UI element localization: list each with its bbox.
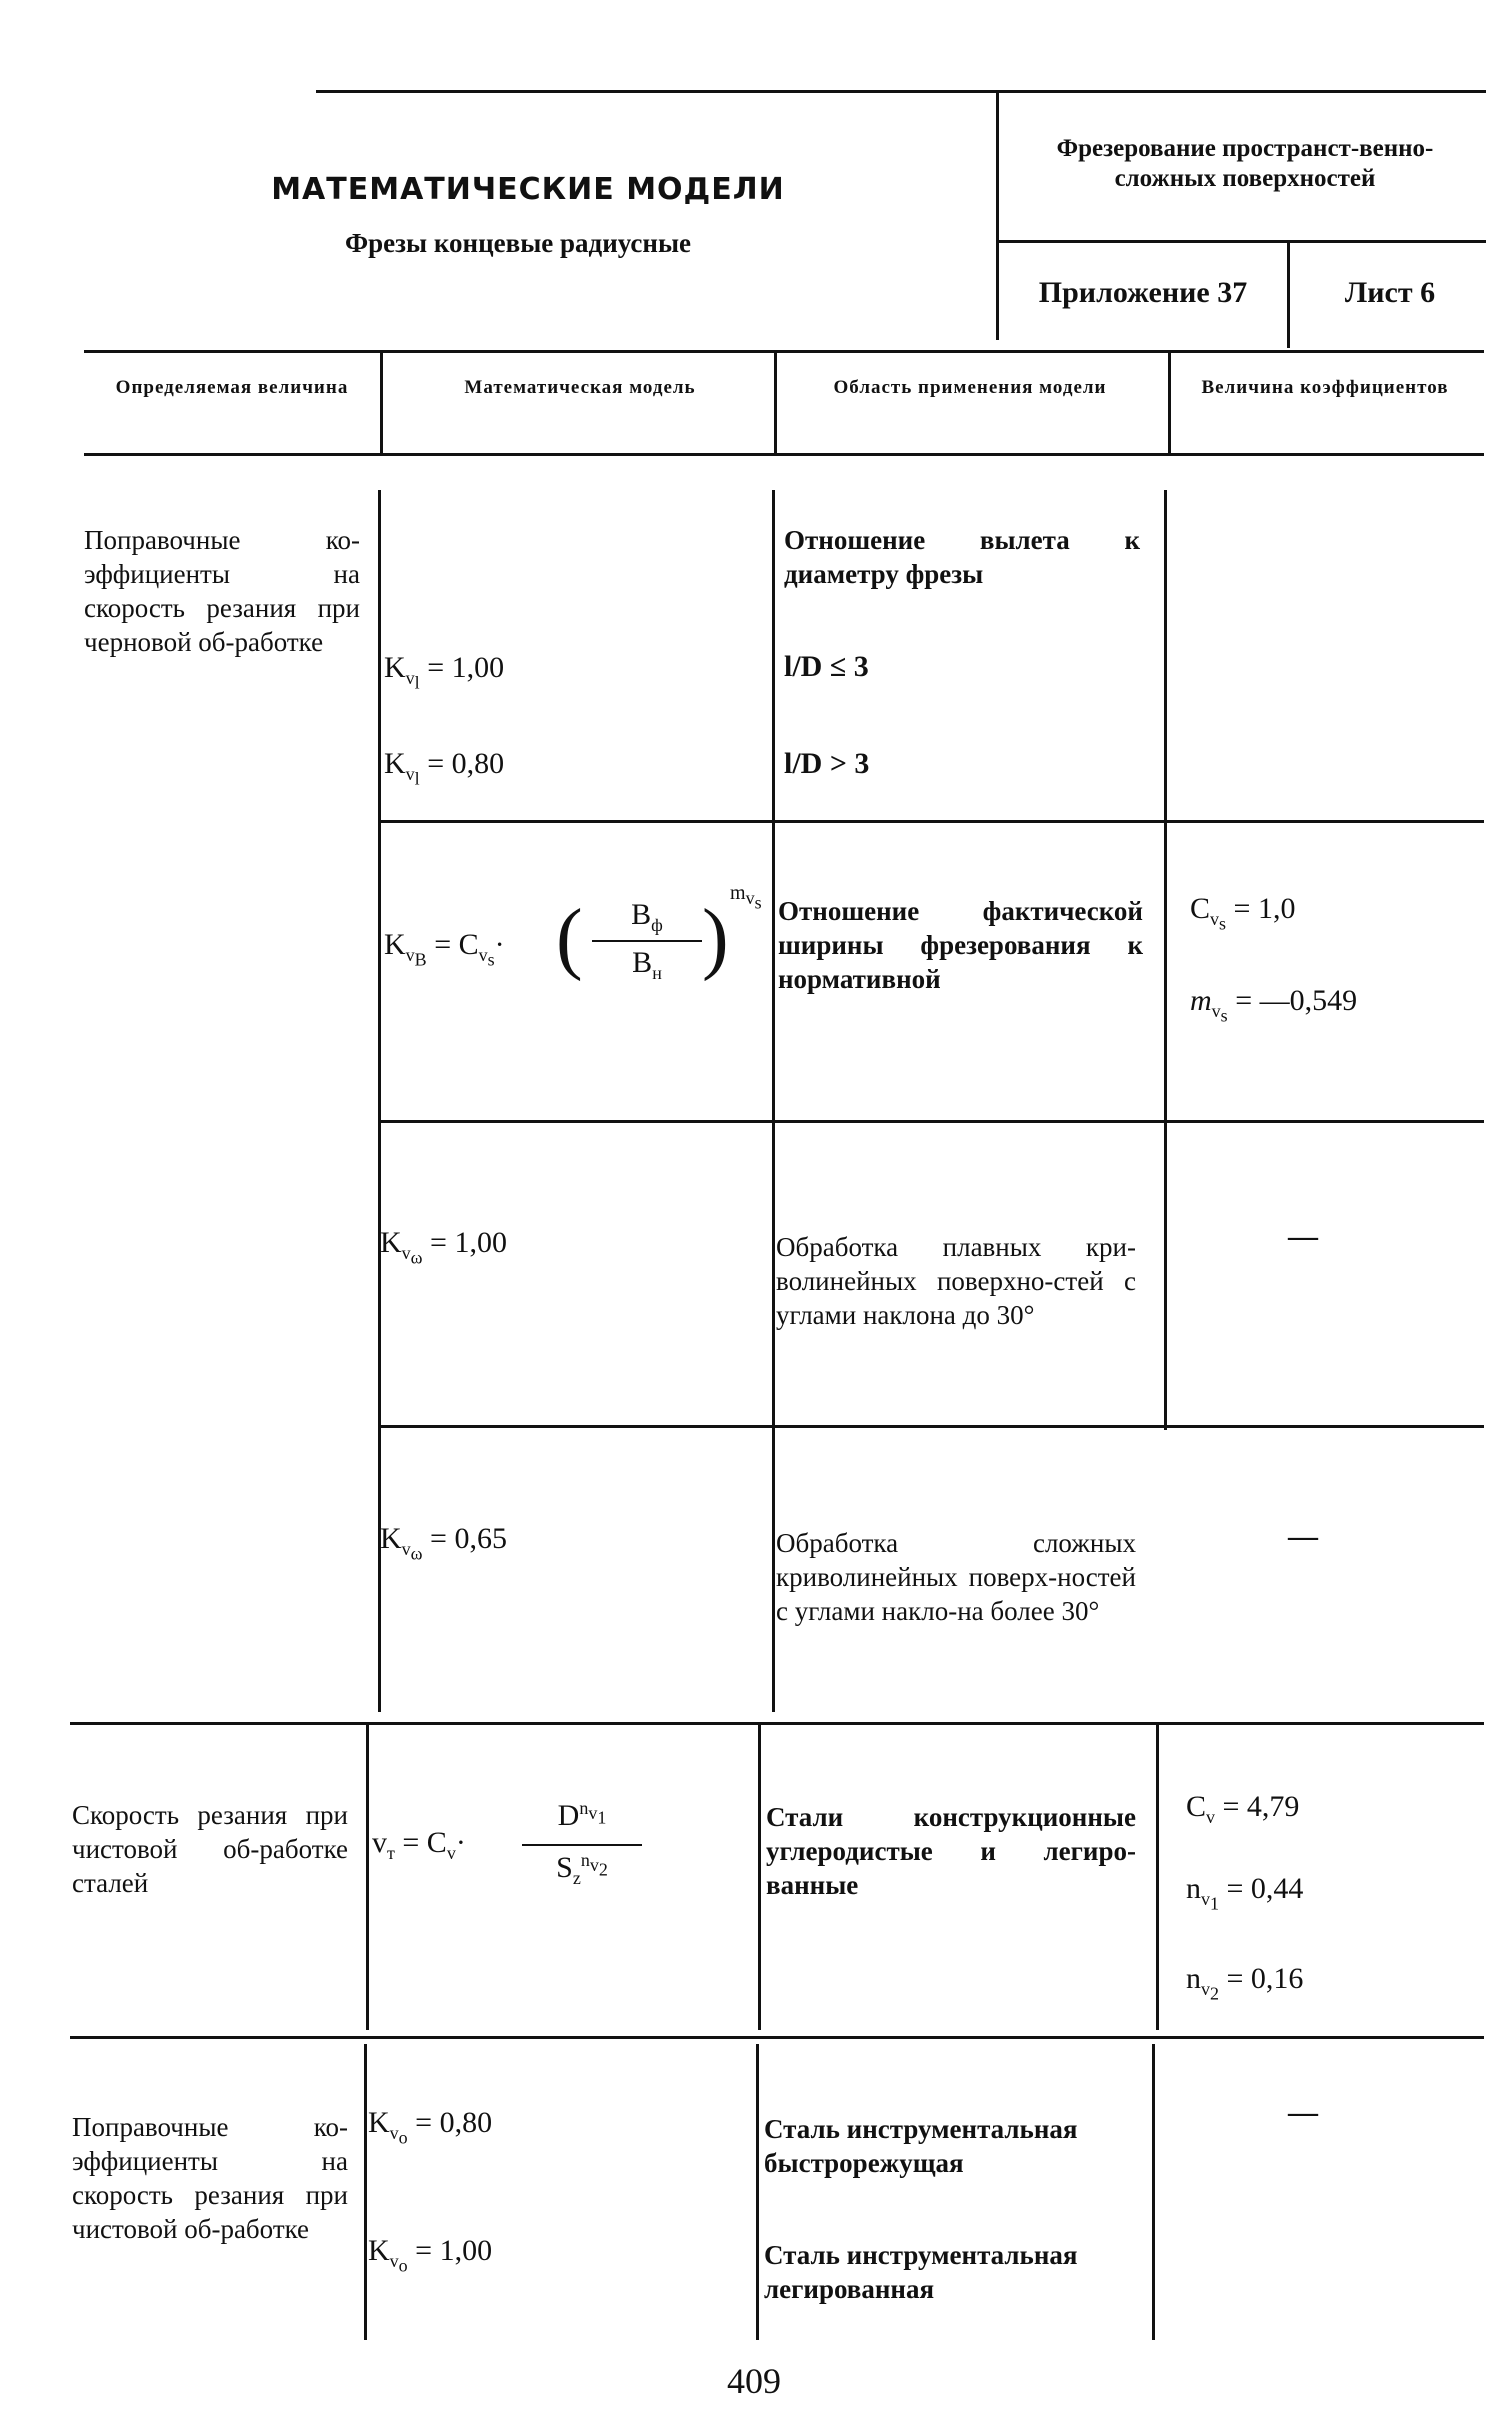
quantity-finish-correction: Поправочные ко-эффициенты на скорость резания при чистовой об-работке <box>72 2112 348 2244</box>
coef-mvs: $m_{v_s}$ = —0,549 <box>1190 984 1358 1026</box>
header-divider <box>996 92 999 340</box>
model-vt-formula: $v_т = C_v\cdot$ $D^{n_{v_1}}$ $S_z^{n_{v_2}}$ <box>372 1780 752 1900</box>
header-top-rule <box>316 90 1486 93</box>
coef-cvs: $C_{v_s} = 1,0$ <box>1190 892 1296 934</box>
row-rule-3 <box>378 1425 1484 1428</box>
appendix-label: Приложение 37 <box>1038 276 1248 309</box>
coef-cv: $C_v = 4,79$ <box>1186 1790 1300 1827</box>
column-head-area: Область применения модели <box>833 377 1107 398</box>
coef-nv1: $n_{v_1} = 0,44$ <box>1186 1872 1304 1914</box>
coef-dash-r3: — <box>1288 1220 1318 1253</box>
column-head-model: Математическая модель <box>464 377 696 398</box>
col3-divider-s2 <box>1156 1724 1159 2030</box>
col2-divider-head <box>774 352 777 455</box>
area-smooth-surfaces: Обработка плавных кри-волинейных поверхно-стей с углами наклона до 30° <box>776 1232 1136 1330</box>
quantity-rough-correction: Поправочные ко-эффициенты на скорость резания при черновой об-работке <box>84 525 360 657</box>
column-head-rule <box>84 453 1484 456</box>
model-kvw-065: $K_{v_\omega} = 0,65$ <box>380 1522 507 1564</box>
column-head-quantity: Определяемая величина <box>115 377 349 398</box>
col1-divider-s2 <box>366 1724 369 2030</box>
model-kvo-100: $K_{v_o} = 1,00$ <box>368 2234 493 2276</box>
section-title: Фрезерование пространст-венно-сложных поверхностей <box>1056 135 1434 192</box>
col3-divider-s1 <box>1164 490 1167 1430</box>
model-kvl-080: $K_{v_l} = 0,80$ <box>384 747 505 789</box>
area-overhang-ratio: Отношение вылета к диаметру фрезы <box>784 525 1140 589</box>
coef-dash-r6: — <box>1288 2096 1318 2129</box>
column-head-coefficients: Величина коэффициентов <box>1201 377 1449 398</box>
section-rule-2 <box>70 2036 1484 2039</box>
section-rule-1 <box>70 1722 1484 1725</box>
page-subtitle: Фрезы концевые радиусные <box>344 228 692 258</box>
col2-divider-s2 <box>758 1724 761 2030</box>
area-alloy-tool-steel: Сталь инструментальная легированная <box>764 2240 1078 2304</box>
sheet-label: Лист 6 <box>1344 276 1436 309</box>
area-hss: Сталь инструментальная быстрорежущая <box>764 2114 1078 2178</box>
model-kvw-100: $K_{v_\omega} = 1,00$ <box>380 1226 507 1268</box>
page-number: 409 <box>727 2361 781 2401</box>
header-cell-divider <box>1287 242 1290 348</box>
coef-dash-r4: — <box>1288 1520 1318 1553</box>
area-complex-surfaces: Обработка сложных криволинейных поверх-ностей с углами накло-на более 30° <box>776 1528 1136 1626</box>
col1-divider-s3 <box>364 2044 367 2340</box>
col2-divider-s3 <box>756 2044 759 2340</box>
col2-divider-s1 <box>772 490 775 1712</box>
col3-divider-s3 <box>1152 2044 1155 2340</box>
page-title: МАТЕМАТИЧЕСКИЕ МОДЕЛИ <box>271 172 785 207</box>
col1-divider-head <box>380 352 383 455</box>
area-width-ratio: Отношение фактической ширины фрезерования к нормативной <box>778 896 1143 994</box>
coef-nv2: $n_{v_2} = 0,16$ <box>1186 1962 1304 2004</box>
header-right-rule <box>998 240 1486 243</box>
row-rule-1 <box>378 820 1484 823</box>
quantity-finish-speed: Скорость резания при чистовой об-работке сталей <box>72 1800 348 1898</box>
area-ld-gt-3: l/D > 3 <box>784 747 870 780</box>
table-top-rule <box>84 350 1484 353</box>
area-ld-le-3: l/D ≤ 3 <box>784 650 869 683</box>
model-kvo-080: $K_{v_o} = 0,80$ <box>368 2106 493 2148</box>
area-structural-steels: Стали конструкционные углеродистые и легиро-ванные <box>766 1802 1136 1900</box>
row-rule-2 <box>378 1120 1484 1123</box>
model-kvl-100: $K_{v_l} = 1,00$ <box>384 651 505 693</box>
col3-divider-head <box>1168 352 1171 455</box>
